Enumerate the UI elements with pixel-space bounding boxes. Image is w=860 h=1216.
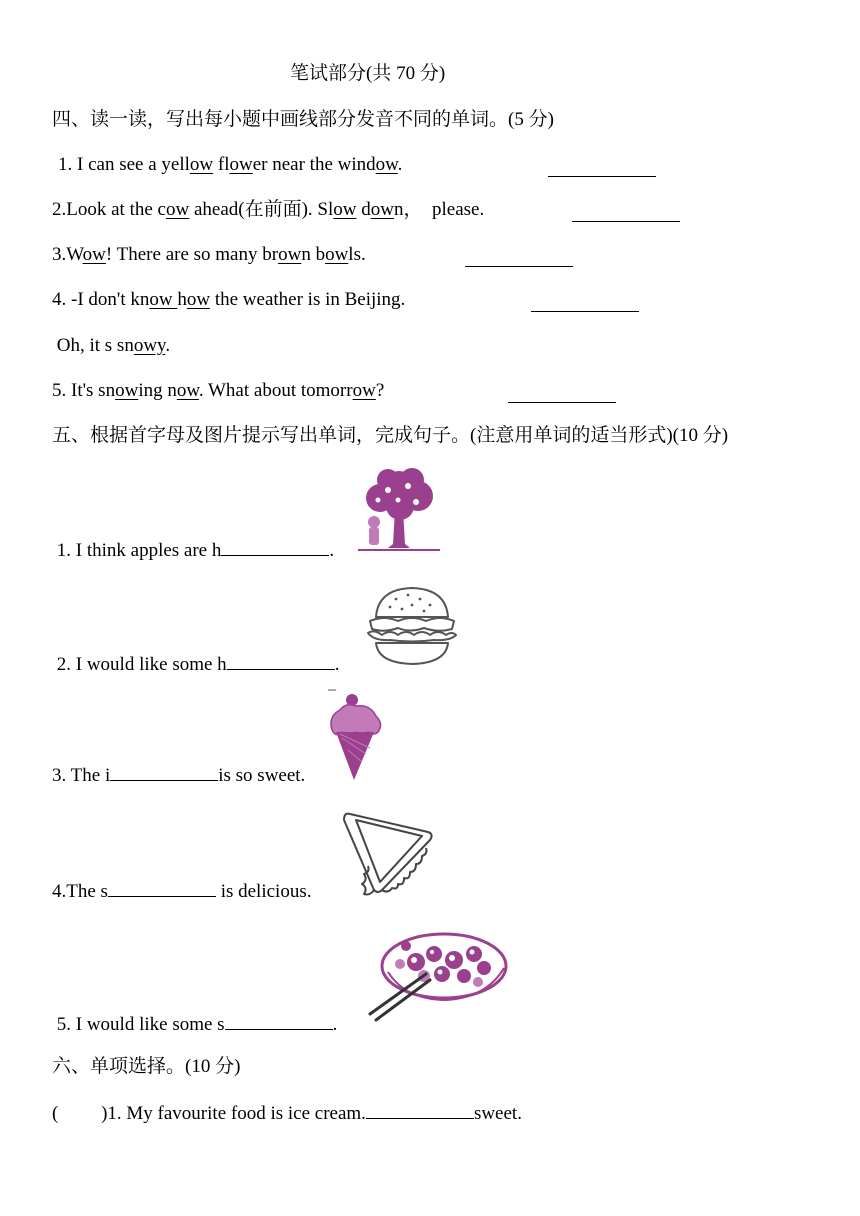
s5-question-2: 2. I would like some h .: [52, 651, 339, 677]
s5-answer-blank-3[interactable]: [110, 762, 218, 781]
s5-question-1: 1. I think apples are h .: [52, 537, 334, 563]
s4-answer-blank-2[interactable]: [572, 221, 680, 222]
section-5-heading: 五、根据首字母及图片提示写出单词，完成句子。(注意用单词的适当形式)(10 分): [52, 425, 729, 446]
s4-question-2: 2.Look at the cow ahead(在前面). Slow down， please.: [52, 199, 485, 220]
s5-answer-blank-1[interactable]: [221, 537, 329, 556]
salad-icon: [366, 924, 512, 1024]
s4-question-3: 3.Wow! There are so many brown bowls.: [52, 244, 366, 265]
s4-question-1: 1. I can see a yellow flower near the window.: [58, 154, 403, 175]
s6-answer-paren-1[interactable]: ( ): [52, 1103, 108, 1124]
s4-answer-blank-4[interactable]: [531, 311, 639, 312]
section-4-heading: 四、读一读，写出每小题中画线部分发音不同的单词。(5 分): [52, 109, 554, 130]
sandwich-icon: [334, 806, 438, 898]
s5-answer-blank-2[interactable]: [227, 651, 335, 670]
s4-question-4-reply: Oh, it s snowy.: [52, 335, 171, 356]
s5-question-3: 3. The i is so sweet.: [52, 762, 305, 788]
s6-question-1: ( )1. My favourite food is ice cream. sweet.: [52, 1100, 522, 1126]
s4-answer-blank-3[interactable]: [465, 266, 573, 267]
ice-cream-icon: [326, 688, 384, 782]
s6-question-blank-1: [366, 1100, 474, 1119]
s5-question-5: 5. I would like some s .: [52, 1011, 337, 1037]
hamburger-icon: [364, 583, 460, 669]
s4-question-5: 5. It's snowing now. What about tomorrow?: [52, 380, 385, 401]
s4-answer-blank-1[interactable]: [548, 176, 656, 177]
s5-answer-blank-5[interactable]: [225, 1011, 333, 1030]
s5-question-4: 4.The s is delicious.: [52, 878, 311, 904]
s4-answer-blank-5[interactable]: [508, 402, 616, 403]
s5-answer-blank-4[interactable]: [108, 878, 216, 897]
apple-tree-icon: [358, 466, 440, 552]
page-title: 笔试部分(共 70 分): [290, 63, 446, 84]
s4-question-4: 4. -I don't know how the weather is in Beijing.: [52, 289, 406, 310]
section-6-heading: 六、单项选择。(10 分): [52, 1056, 241, 1077]
